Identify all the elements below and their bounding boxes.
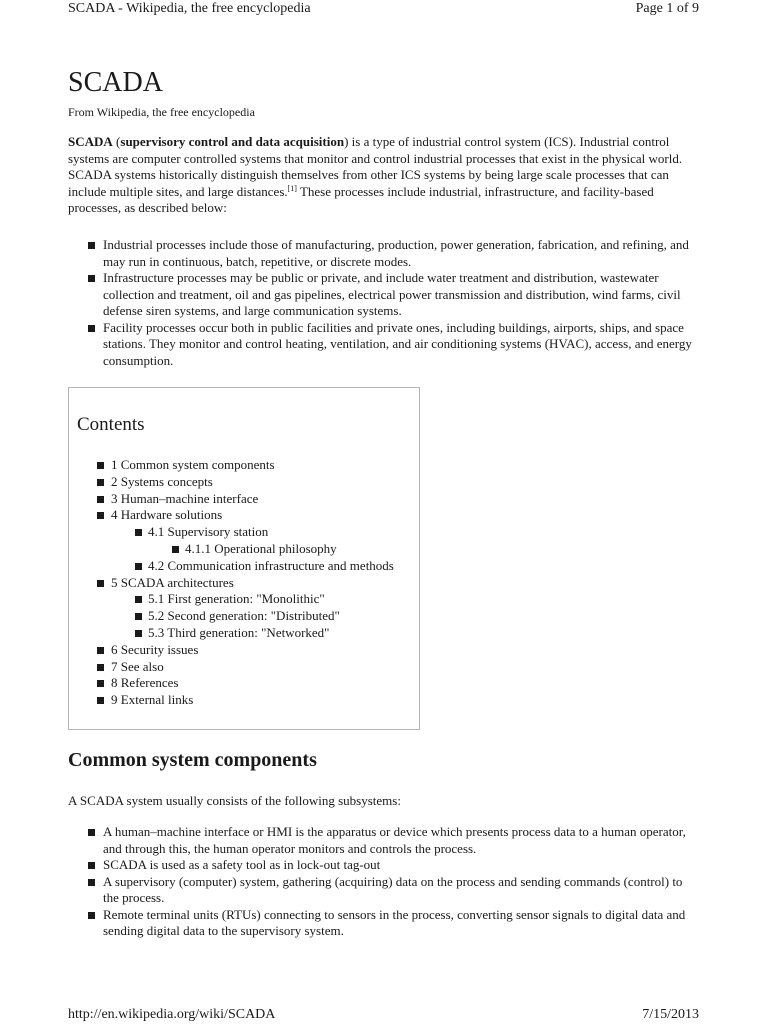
print-footer-date: 7/15/2013 bbox=[642, 1007, 699, 1022]
toc-subitem[interactable]: 5.2 Second generation: "Distributed" bbox=[111, 608, 422, 625]
list-item: Remote terminal units (RTUs) connecting to sensors in the process, converting sensor signals to digital data and sending digital data to the supervisory system. bbox=[68, 907, 700, 940]
toc-list bbox=[77, 457, 422, 709]
toc-subitem[interactable]: 4.1.1 Operational philosophy bbox=[148, 541, 422, 558]
print-header-page-number: Page 1 of 9 bbox=[635, 1, 699, 16]
section-heading: Common system components bbox=[68, 749, 317, 771]
toc-item-label[interactable]: 4.1 Supervisory station bbox=[148, 524, 269, 540]
page-title: SCADA bbox=[68, 67, 163, 98]
print-footer-url[interactable]: http://en.wikipedia.org/wiki/SCADA bbox=[68, 1007, 276, 1022]
process-types-list bbox=[68, 237, 700, 369]
toc-subitem[interactable]: 4.2 Communication infrastructure and methods bbox=[111, 558, 422, 575]
print-header-title: SCADA - Wikipedia, the free encyclopedia bbox=[68, 1, 311, 16]
list-item: A supervisory (computer) system, gathering (acquiring) data on the process and sending commands (control) to the process. bbox=[68, 874, 700, 907]
section-intro: A SCADA system usually consists of the following subsystems: bbox=[68, 793, 401, 808]
subsystems-list bbox=[68, 824, 700, 940]
list-item: Facility processes occur both in public facilities and private ones, including buildings, airports, ships, and space stations. They monitor and control heating, ventilation, and air conditioning systems (HVAC), access, and energy consumption. bbox=[68, 320, 700, 370]
toc-item-label[interactable]: 4 Hardware solutions bbox=[111, 507, 223, 523]
intro-expansion: supervisory control and data acquisition bbox=[120, 134, 345, 149]
table-of-contents bbox=[68, 387, 420, 730]
toc-subitem[interactable] bbox=[111, 524, 422, 558]
intro-term: SCADA bbox=[68, 134, 113, 149]
toc-subitem[interactable]: 5.3 Third generation: "Networked" bbox=[111, 625, 422, 642]
intro-text-1: ) is a type of industrial control system (ICS). Industrial control systems are computer controlled systems that monitor and control industrial processes that exist in the physical world. SCADA systems historically distinguish themselves from other ICS systems by being large scale processes that can include multiple sites, and large distances. bbox=[68, 134, 683, 199]
toc-item[interactable]: 2 Systems concepts bbox=[77, 474, 422, 491]
list-item: A human–machine interface or HMI is the apparatus or device which presents process data to a human operator, and through this, the human operator monitors and controls the process. bbox=[68, 824, 700, 857]
intro-open-paren: ( bbox=[112, 134, 121, 149]
toc-item[interactable]: 9 External links bbox=[77, 692, 422, 709]
list-item: Infrastructure processes may be public or private, and include water treatment and distribution, wastewater collection and treatment, oil and gas pipelines, electrical power transmission and distribution, wind farms, civil defense siren systems, and large communication systems. bbox=[68, 270, 700, 320]
toc-item[interactable]: 3 Human–machine interface bbox=[77, 491, 422, 508]
list-item: SCADA is used as a safety tool as in lock-out tag-out bbox=[68, 857, 700, 874]
toc-item[interactable]: 7 See also bbox=[77, 659, 422, 676]
toc-item[interactable] bbox=[77, 507, 422, 574]
intro-text-2: These processes include industrial, infrastructure, and facility-based processes, as described below: bbox=[68, 183, 654, 215]
toc-item[interactable] bbox=[77, 575, 422, 642]
toc-title: Contents bbox=[77, 414, 145, 435]
toc-item[interactable]: 8 References bbox=[77, 675, 422, 692]
page-subtitle: From Wikipedia, the free encyclopedia bbox=[68, 105, 255, 119]
toc-item[interactable]: 1 Common system components bbox=[77, 457, 422, 474]
toc-item-label[interactable]: 5 SCADA architectures bbox=[111, 574, 234, 590]
intro-paragraph bbox=[68, 134, 700, 217]
list-item: Industrial processes include those of manufacturing, production, power generation, fabrication, and refining, and may run in continuous, batch, repetitive, or discrete modes. bbox=[68, 237, 700, 270]
citation-ref[interactable]: [1] bbox=[287, 183, 297, 193]
toc-item[interactable]: 6 Security issues bbox=[77, 642, 422, 659]
toc-subitem[interactable]: 5.1 First generation: "Monolithic" bbox=[111, 591, 422, 608]
